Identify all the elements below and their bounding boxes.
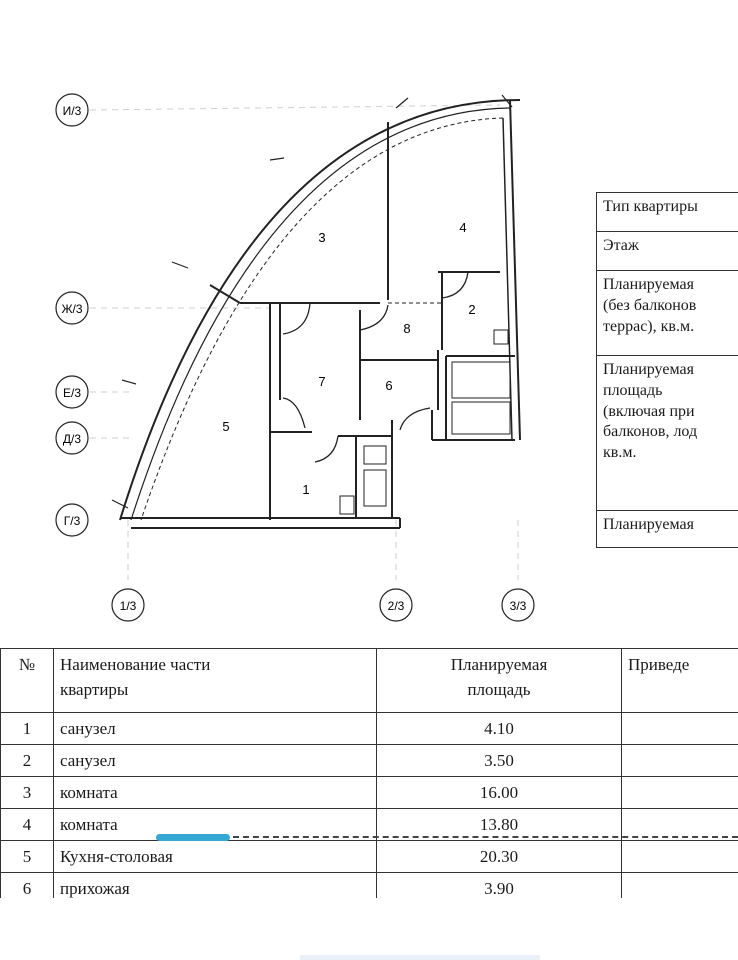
room-number-3: 3 xyxy=(318,230,326,245)
row-reduced xyxy=(622,745,738,777)
interior-walls xyxy=(210,122,515,520)
table-row xyxy=(1,713,738,745)
info-cell-type: Тип квартиры xyxy=(597,193,738,232)
axis-label-2: 2/3 xyxy=(387,599,405,613)
row-area: 20.30 xyxy=(377,841,622,873)
row-name: комната xyxy=(54,777,377,809)
row-reduced xyxy=(622,777,738,809)
row-name: Кухня-столовая xyxy=(54,841,377,873)
header-reduced: Приведе xyxy=(622,649,738,713)
info-cell-area-with-balconies: Планируемая площадь (включая при балконов, лод кв.м. xyxy=(597,356,738,511)
axis-label-1: 1/3 xyxy=(119,599,137,613)
info-row xyxy=(597,271,738,356)
row-area: 3.90 xyxy=(377,873,622,905)
axis-label-g: Г/3 xyxy=(63,514,81,528)
room-number-1: 1 xyxy=(302,482,310,497)
row-number: 4 xyxy=(1,809,54,841)
apartment-info-table xyxy=(596,192,738,548)
axis-label-e: Е/3 xyxy=(62,386,82,400)
window-marks xyxy=(112,95,512,508)
rooms-table xyxy=(0,648,738,905)
row-name: санузел xyxy=(54,713,377,745)
header-area: Планируемая площадь xyxy=(377,649,622,713)
header-number: № xyxy=(1,649,54,713)
room-number-8: 8 xyxy=(403,321,411,336)
axis-label-i: И/3 xyxy=(62,104,82,118)
outer-walls xyxy=(120,100,520,528)
row-number: 5 xyxy=(1,841,54,873)
axis-markers xyxy=(56,94,534,621)
info-cell-area-without-balconies: Планируемая (без балконов террас), кв.м. xyxy=(597,271,738,356)
row-name: прихожая xyxy=(54,873,377,905)
axis-label-3: 3/3 xyxy=(509,599,527,613)
row-area: 4.10 xyxy=(377,713,622,745)
row-number: 6 xyxy=(1,873,54,905)
table-header-row xyxy=(1,649,738,713)
bottom-edge-band xyxy=(300,955,540,960)
row-reduced xyxy=(622,841,738,873)
axis-label-zh: Ж/3 xyxy=(61,302,83,316)
info-row xyxy=(597,193,738,232)
axis-label-d: Д/3 xyxy=(62,432,82,446)
row-number: 3 xyxy=(1,777,54,809)
table-row xyxy=(1,777,738,809)
row-number: 2 xyxy=(1,745,54,777)
door-swings xyxy=(283,272,468,462)
dashed-divider xyxy=(233,836,738,838)
room-number-7: 7 xyxy=(318,374,326,389)
table-row xyxy=(1,745,738,777)
room-number-2: 2 xyxy=(468,302,476,317)
info-row xyxy=(597,356,738,511)
info-cell-floor: Этаж xyxy=(597,232,738,271)
grid-lines xyxy=(90,105,518,580)
info-row xyxy=(597,511,738,548)
room-number-5: 5 xyxy=(222,419,230,434)
row-area: 16.00 xyxy=(377,777,622,809)
row-name: санузел xyxy=(54,745,377,777)
selection-highlight xyxy=(156,834,230,841)
page-bottom-margin xyxy=(0,898,738,960)
row-area: 3.50 xyxy=(377,745,622,777)
row-area: 13.80 xyxy=(377,809,622,841)
table-row xyxy=(1,841,738,873)
row-name: комната xyxy=(54,809,377,841)
info-cell-planned: Планируемая xyxy=(597,511,738,548)
room-number-6: 6 xyxy=(385,378,393,393)
room-number-4: 4 xyxy=(459,220,467,235)
header-name: Наименование части квартиры xyxy=(54,649,377,713)
row-reduced xyxy=(622,713,738,745)
info-row xyxy=(597,232,738,271)
row-number: 1 xyxy=(1,713,54,745)
